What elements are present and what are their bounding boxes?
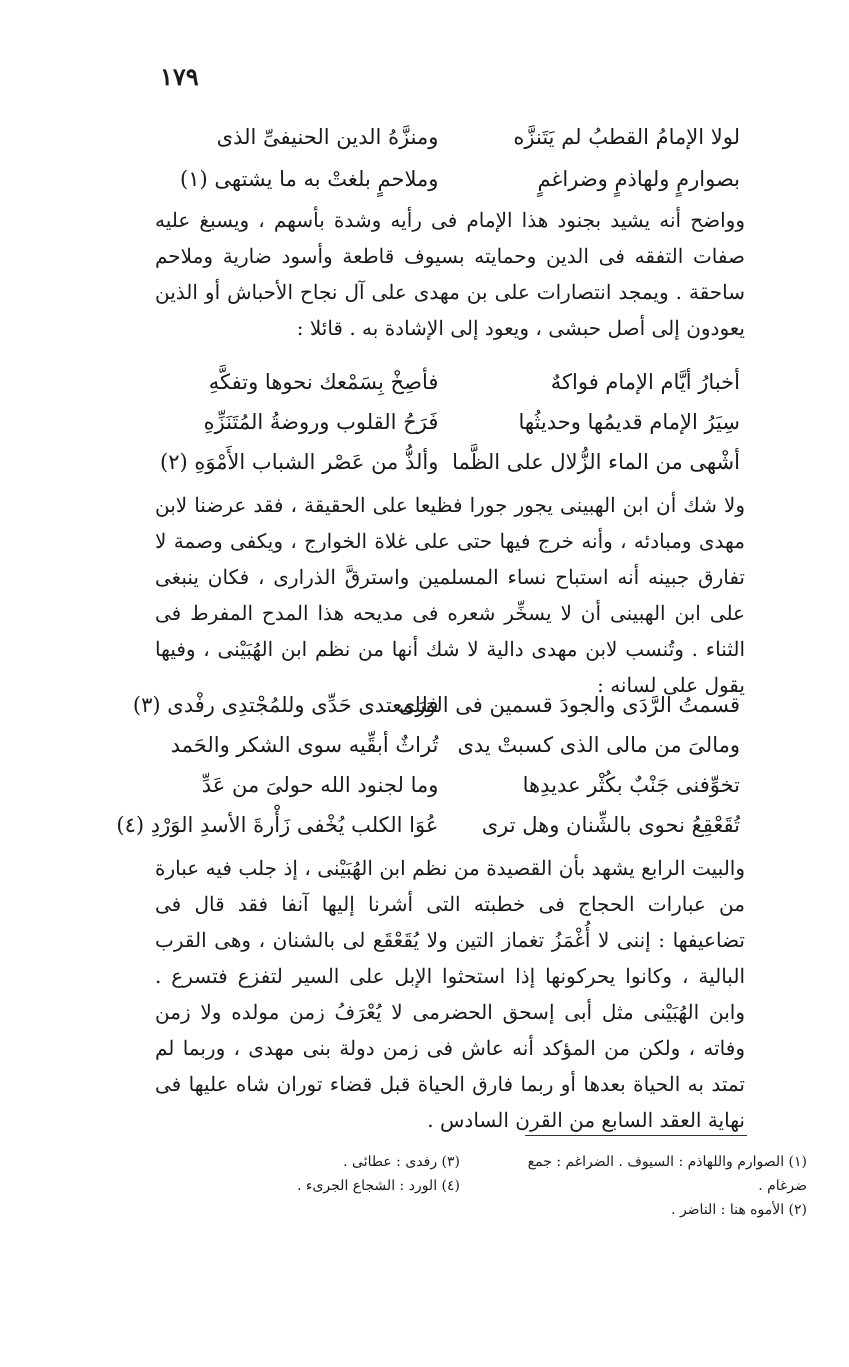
verse-line (132, 693, 740, 733)
paragraph-2: ولا شك أن ابن الهبينى يجور جورا فظيعا على الحقيقة ، فقد عرضنا لابن مهدى ومبادئه ، وأنه خرج فيها حتى على غلاة الخوارج ، ويكفى وصمة لا تفارق جبينه أنه استباح نساء المسلمين واسترقَّ الذرارى ، فكان ينبغى على ابن الهبينى أن لا يسخِّر شعره فى مديحه هذا المدح المفرط فى الثناء . وتُنسب لابن مهدى دالية لا شك أنها من نظم ابن الهُبَيْنى ، وفيها يقول على لسانه : (155, 493, 745, 697)
paragraph-3: والبيت الرابع يشهد بأن القصيدة من نظم ابن الهُبَيْنى ، إذ جلب فيه عبارة من عبارات الحجاج فى خطبته التى أشرنا إليها آنفا فقد قال فى تضاعيفها : إننى لا أُغْمَزُ تغماز التين ولا يُقَعْقَع لى بالشنان ، وهى القرب البالية ، وكانوا يحركونها إذا استحثوا الإبل على السير لتفزع فتسرع . وابن الهُبَيْنى مثل أبى إسحق الحضرمى لا يُعْرَفُ زمن مولده ولا زمن وفاته ، ولكن من المؤكد أنه عاش فى زمن دولة بنى مهدى ، وربما لم تمتد به الحياة بعدها أو ربما فارق الحياة قبل قضاء توران شاه عليها فى نهاية العقد السابع من القرن السادس . (155, 856, 745, 1132)
verse-line (160, 167, 740, 207)
verse-line (160, 370, 740, 410)
verse-second-hemistich: فللمعتدى حَدِّى وللمُجْتدِى رفْدى (٣) (132, 693, 439, 717)
verse-first-hemistich: أشْهى من الماء الزُّلال على الظَّما (452, 450, 740, 474)
verse-first-hemistich: أخبارُ أيَّام الإمام فواكهٌ (550, 370, 740, 394)
footnote-line: (٢) الأموه هنا : الناضر . (671, 1202, 807, 1218)
verse-second-hemistich: ومنزَّهُ الدين الحنيفىِّ الذى (216, 125, 439, 149)
verse-line (160, 125, 740, 165)
verse-first-hemistich: قسمتُ الرَّدَى والجودَ قسمين فى الوَرَى (398, 693, 740, 717)
verse-second-hemistich: فَرَحُ القلوب وروضةُ المُتَنَزِّهِ (203, 410, 439, 434)
verse-second-hemistich: تُراثٌ أبقِّيه سوى الشكر والحَمد (170, 733, 439, 757)
verse-line (160, 773, 740, 813)
verse-first-hemistich: بصوارمٍ ولهاذمٍ وضراغمٍ (537, 167, 740, 191)
page-number: ١٧٩ (160, 62, 199, 91)
verse-first-hemistich: ومالىَ من مالى الذى كسبتْ يدى (457, 733, 740, 757)
verse-line (160, 733, 740, 773)
verse-line (160, 450, 740, 490)
footnote-line: ضرغام . (758, 1178, 807, 1194)
verse-second-hemistich: وملاحمٍ بلغتْ به ما يشتهى (١) (180, 167, 439, 191)
footnotes-right (477, 1150, 807, 1222)
verse-second-hemistich: وما لجنود الله حولىَ من عَدِّ (201, 773, 439, 797)
verse-second-hemistich: عُوَا الكلب يُخْفى زَأْرةَ الأسدِ الوَرْدِ (٤) (116, 813, 439, 837)
footnote-line: (١) الصوارم واللهاذم : السيوف . الضراغم : جمع (527, 1154, 807, 1170)
verse-second-hemistich: فأصِخْ بِسَمْعك نحوها وتفكَّهِ (208, 370, 439, 394)
footnote-line: (٤) الورد : الشجاع الجرىء . (296, 1178, 460, 1194)
paragraph-1: وواضح أنه يشيد بجنود هذا الإمام فى رأيه وشدة بأسهم ، ويسبغ عليه صفات التفقه فى الدين وحمايته بسيوف قاطعة وأسود ضارية وملاحم ساحقة . ويمجد انتصارات على بن مهدى على آل نجاح الأحباش أو الذين يعودون إلى أصل حبشى ، ويعود إلى الإشادة به . قائلا : (155, 208, 745, 340)
verse-first-hemistich: لولا الإمامُ القطبُ لم يَتَنزَّه (513, 125, 740, 149)
verse-first-hemistich: تُقَعْقِعُ نحوى بالشِّنان وهل ترى (481, 813, 740, 837)
footnotes-left (160, 1150, 460, 1198)
verse-first-hemistich: سِيَرُ الإمام قديمُها وحديثُها (518, 410, 740, 434)
footnote-line: (٣) رفدى : عطائى . (343, 1154, 460, 1170)
verse-line (160, 410, 740, 450)
verse-first-hemistich: تخوِّفنى جَنْبٌ بكُثْر عديدِها (522, 773, 740, 797)
verse-line (116, 813, 740, 853)
footnote-separator (525, 1135, 747, 1136)
verse-second-hemistich: وألذُّ من عَصْر الشباب الأَمْوَهِ (٢) (159, 450, 439, 474)
